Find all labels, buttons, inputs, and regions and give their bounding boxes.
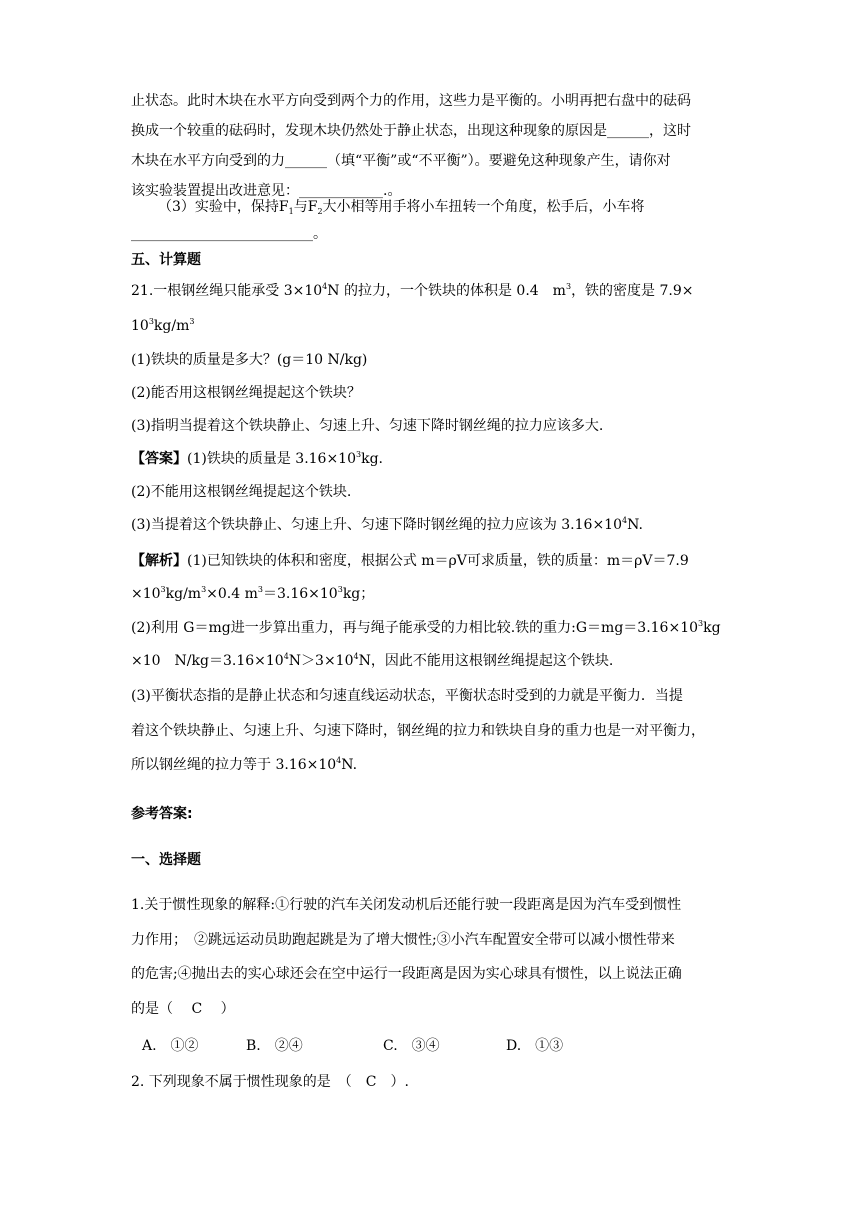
superscript: 4: [336, 756, 342, 765]
question-21-line1: [131, 281, 694, 301]
superscript: 4: [622, 516, 628, 525]
text: kg/m: [165, 586, 202, 602]
text: kg.: [361, 451, 383, 467]
answer-line-3: [131, 515, 643, 535]
answer-line-1: [131, 449, 383, 469]
text-line: 木块在水平方向受到的力______（填“平衡”或“不平衡”）。要避免这种现象产生，请你对: [131, 153, 671, 169]
superscript: 4: [322, 282, 328, 291]
answer-line-2: (2)不能用这根钢丝绳提起这个铁块.: [131, 484, 352, 500]
option-c: C. ③④: [383, 1038, 440, 1054]
question-21-line2: [131, 316, 194, 336]
analysis-line-3c: [131, 755, 357, 775]
text: (1)已知铁块的体积和密度，根据公式 m＝ρV可求质量，铁的质量：m＝ρV＝7.9: [187, 553, 689, 569]
analysis-line-3b: 着这个铁块静止、匀速上升、匀速下降时，钢丝绳的拉力和铁块自身的重力也是一对平衡力，: [131, 723, 705, 739]
text: kg/m: [153, 318, 190, 334]
superscript: 3: [356, 450, 362, 459]
text: 所以钢丝绳的拉力等于 3.16×10: [131, 757, 337, 773]
text: N，因此不能用这根钢丝绳提起这个铁块.: [358, 653, 614, 669]
text: N.: [341, 757, 358, 773]
text: 10: [131, 318, 149, 334]
text: ×10 N/kg＝3.16×10: [131, 653, 284, 669]
reference-heading: 参考答案:: [131, 806, 193, 822]
superscript: 3: [148, 317, 154, 326]
superscript: 3: [189, 317, 195, 326]
text: 与F: [293, 199, 318, 215]
superscript: 3: [201, 585, 207, 594]
question-1-line: 的危害;④抛出去的实心球还会在空中运行一段距离是因为实心球具有惯性，以上说法正确: [131, 966, 682, 982]
question-3-line: [158, 197, 645, 217]
text: N 的拉力，一个铁块的体积是 0.4 m: [327, 283, 566, 299]
text: ，铁的密度是 7.9×: [571, 283, 694, 299]
option-a: A. ①②: [142, 1038, 199, 1054]
analysis-line-2b: [131, 651, 613, 671]
text: kg；: [342, 586, 375, 602]
superscript: 3: [160, 585, 166, 594]
question-1-line: 1.关于惯性现象的解释:①行驶的汽车关闭发动机后还能行驶一段距离是因为汽车受到惯性: [131, 897, 682, 913]
text: (2)利用 G＝mg进一步算出重力，再与绳子能承受的力相比较.铁的重力:G＝mg＝3.16×10: [131, 620, 699, 636]
subscript: 2: [317, 207, 323, 216]
subscript: 1: [288, 207, 294, 216]
sub-question-1: (1)铁块的质量是多大？(g＝10 N/kg): [131, 352, 368, 368]
text: 大小相等用手将小车扭转一个角度，松手后，小车将: [322, 199, 645, 215]
analysis-line-1b: [131, 584, 374, 604]
option-d: D. ①③: [506, 1038, 564, 1054]
text: ＝3.16×10: [263, 586, 338, 602]
answer-label: 【答案】: [131, 451, 187, 467]
text-line: 止状态。此时木块在水平方向受到两个力的作用，这些力是平衡的。小明再把右盘中的砝码: [131, 93, 691, 109]
section-heading: 一、选择题: [131, 852, 201, 868]
analysis-line-3: (3)平衡状态指的是静止状态和匀速直线运动状态，平衡状态时受到的力就是平衡力．当提: [131, 688, 683, 704]
text: (1)铁块的质量是 3.16×10: [187, 451, 356, 467]
text: 21.一根钢丝绳只能承受 3×10: [131, 283, 323, 299]
question-1-line: 力作用； ②跳远运动员助跑起跳是为了增大惯性;③小汽车配置安全带可以减小惯性带来: [131, 932, 675, 948]
text-line: 该实验装置提出改进意见：____________.。: [131, 183, 402, 199]
text: N＞3×10: [288, 653, 354, 669]
question-2-line: 2. 下列现象不属于惯性现象的是 （ C ）.: [131, 1074, 409, 1090]
analysis-line-2: [131, 618, 721, 638]
text: （3）实验中，保持F: [158, 199, 289, 215]
text: (3)当提着这个铁块静止、匀速上升、匀速下降时钢丝绳的拉力应该为 3.16×10: [131, 517, 622, 533]
superscript: 4: [353, 652, 359, 661]
superscript: 3: [257, 585, 263, 594]
text: ×0.4 m: [206, 586, 258, 602]
sub-question-2: (2)能否用这根钢丝绳提起这个铁块？: [131, 385, 361, 401]
superscript: 3: [337, 585, 343, 594]
sub-question-3: (3)指明当提着这个铁块静止、匀速上升、匀速下降时钢丝绳的拉力应该多大.: [131, 418, 604, 434]
superscript: 4: [283, 652, 289, 661]
text: ×10: [131, 586, 161, 602]
analysis-label: 【解析】: [131, 553, 187, 569]
superscript: 3: [565, 282, 572, 291]
analysis-line-1: [131, 551, 689, 571]
text-line: 换成一个较重的砝码时，发现木块仍然处于静止状态，出现这种现象的原因是______，这时: [131, 123, 691, 139]
answer-blank: __________________________。: [131, 226, 327, 242]
section-heading: 五、计算题: [131, 252, 201, 268]
text: N.: [627, 517, 643, 533]
question-1-line: 的是（ C ）: [131, 1001, 235, 1017]
option-b: B. ②④: [246, 1038, 303, 1054]
superscript: 3: [698, 619, 704, 628]
text: kg: [703, 620, 721, 636]
